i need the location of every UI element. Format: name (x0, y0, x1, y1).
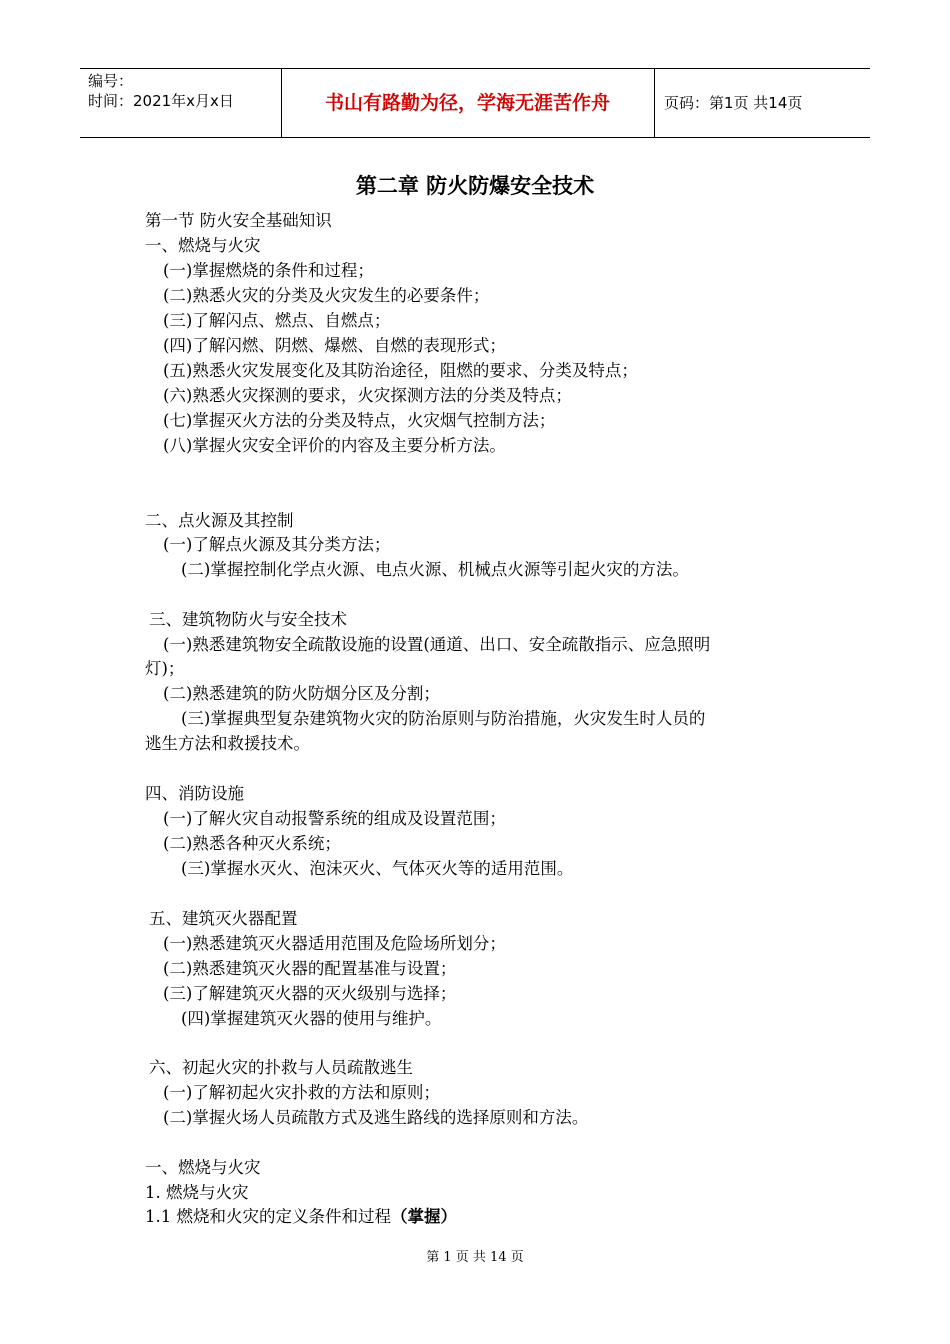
list-item: (二)熟悉火灾的分类及火灾发生的必要条件； (163, 286, 490, 305)
section-heading: 第一节 防火安全基础知识 (145, 211, 332, 230)
header-page-info: 页码：第1页 共14页 (664, 94, 803, 112)
subsection-heading: 1. 燃烧与火灾 (145, 1183, 249, 1202)
list-item: (八)掌握火灾安全评价的内容及主要分析方法。 (163, 436, 506, 455)
header-left (88, 71, 278, 111)
page-header (80, 68, 870, 138)
number-label: 编号： (88, 72, 134, 90)
subsection-text: 1.1 燃烧和火灾的定义条件和过程 (145, 1207, 391, 1226)
topic-heading: 一、燃烧与火灾 (145, 236, 261, 255)
topic-heading: 三、建筑物防火与安全技术 (149, 610, 347, 629)
topic-heading: 五、建筑灭火器配置 (149, 909, 298, 928)
emphasis-text: （掌握） (391, 1207, 457, 1226)
list-item: (六)熟悉火灾探测的要求，火灾探测方法的分类及特点； (163, 386, 572, 405)
list-item: (一)了解初起火灾扑救的方法和原则； (163, 1083, 440, 1102)
topic-heading: 四、消防设施 (145, 784, 244, 803)
list-item: (三)掌握水灭火、泡沫灭火、气体灭火等的适用范围。 (181, 859, 574, 878)
topic-heading: 六、初起火灾的扑救与人员疏散逃生 (149, 1058, 413, 1077)
list-item: (二)熟悉建筑的防火防烟分区及分割； (163, 684, 440, 703)
topic-heading: 一、燃烧与火灾 (145, 1158, 261, 1177)
list-item: (二)熟悉建筑灭火器的配置基准与设置； (163, 959, 457, 978)
list-item: (一)了解火灾自动报警系统的组成及设置范围； (163, 809, 506, 828)
list-item-continuation: 逃生方法和救援技术。 (145, 734, 310, 753)
list-item-continuation: 灯)； (145, 659, 185, 678)
list-item: (三)掌握典型复杂建筑物火灾的防治原则与防治措施，火灾发生时人员的 (181, 709, 706, 728)
list-item: (四)了解闪燃、阴燃、爆燃、自燃的表现形式； (163, 336, 506, 355)
list-item: (一)熟悉建筑灭火器适用范围及危险场所划分； (163, 934, 506, 953)
list-item: (七)掌握灭火方法的分类及特点，火灾烟气控制方法； (163, 411, 556, 430)
list-item: (一)掌握燃烧的条件和过程； (163, 261, 374, 280)
chapter-title: 第二章 防火防爆安全技术 (355, 174, 595, 198)
topic-heading: 二、点火源及其控制 (145, 511, 294, 530)
list-item: (一)熟悉建筑物安全疏散设施的设置(通道、出口、安全疏散指示、应急照明 (163, 635, 711, 654)
list-item: (三)了解建筑灭火器的灭火级别与选择； (163, 984, 457, 1003)
list-item: (三)了解闪点、燃点、自燃点； (163, 311, 391, 330)
header-divider (654, 69, 655, 137)
header-motto: 书山有路勤为径，学海无涯苦作舟 (324, 92, 610, 114)
list-item: (二)掌握火场人员疏散方式及逃生路线的选择原则和方法。 (163, 1108, 589, 1127)
list-item: (四)掌握建筑灭火器的使用与维护。 (181, 1009, 442, 1028)
list-item: (二)掌握控制化学点火源、电点火源、机械点火源等引起火灾的方法。 (181, 560, 689, 579)
list-item: (五)熟悉火灾发展变化及其防治途径，阻燃的要求、分类及特点； (163, 361, 638, 380)
date-label: 时间：2021年x月x日 (88, 92, 234, 110)
list-item: (一)了解点火源及其分类方法； (163, 535, 391, 554)
page-footer: 第 1 页 共 14 页 (426, 1250, 524, 1265)
subsection-heading (145, 1205, 457, 1229)
list-item: (二)熟悉各种灭火系统； (163, 834, 341, 853)
